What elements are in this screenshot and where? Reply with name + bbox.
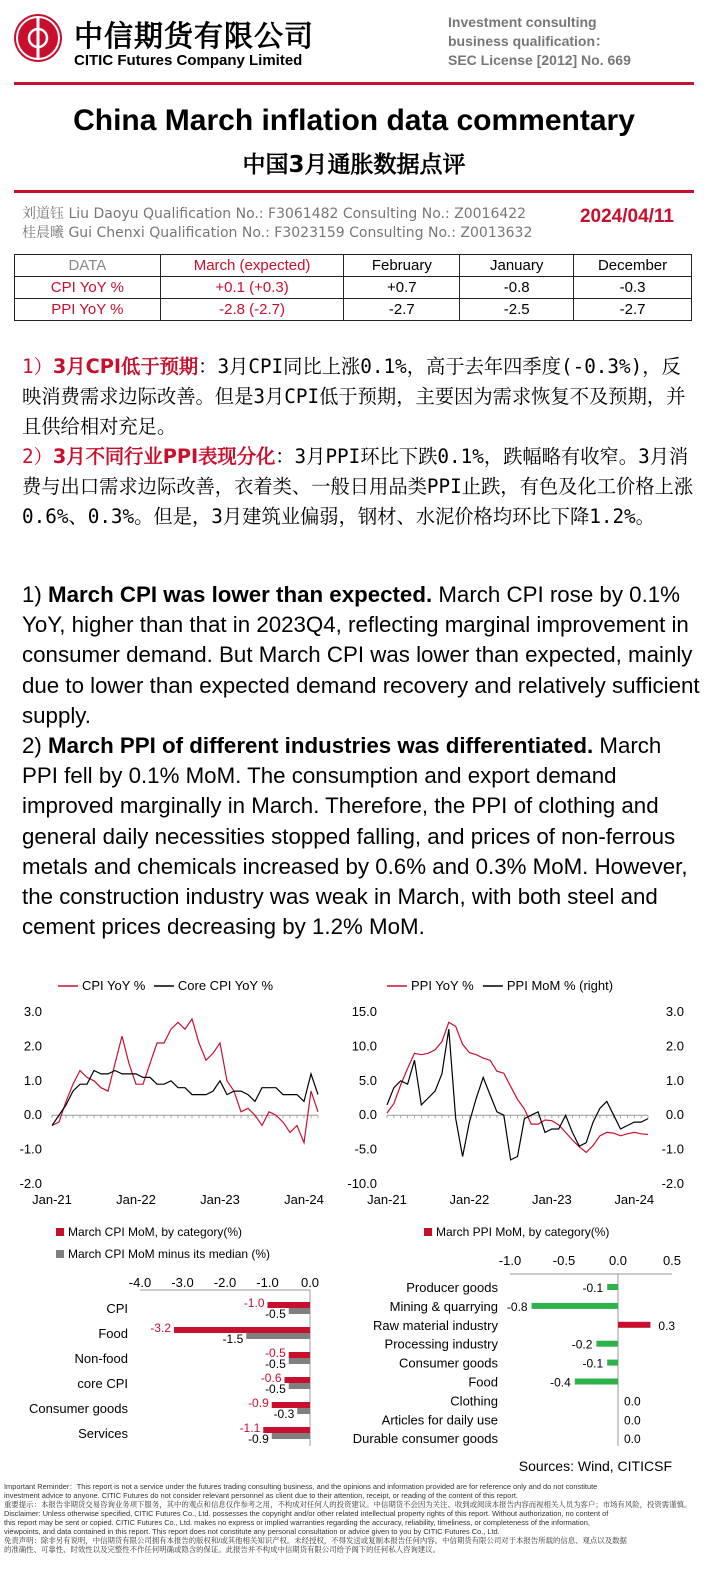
report-date: 2024/04/11: [579, 206, 674, 227]
data-label: 0.3: [658, 1318, 676, 1333]
y-right-tick-label: -2.0: [661, 1176, 684, 1191]
cn-point-body: ：3月CPI同比上涨0.1%，高于去年四季度(-0.3%)，反映消费需求边际改善。但是3月CPI低于预期，主要因为需求恢复不及预期，并且供给相对充足。: [22, 355, 686, 438]
table-header-cell: December: [574, 255, 692, 277]
cn-point-heading: 3月CPI低于预期: [52, 355, 199, 378]
citic-logo-icon: [14, 14, 62, 62]
header-divider: [14, 82, 694, 85]
legend-label: March CPI MoM minus its median (%): [68, 1247, 271, 1261]
table-cell: CPI YoY %: [15, 277, 161, 299]
x-tick-label: Jan-22: [116, 1192, 156, 1207]
table-row: [15, 277, 692, 299]
data-label: -0.9: [248, 1396, 269, 1410]
x-tick-label: 0.5: [662, 1253, 682, 1268]
y-right-tick-label: 0.0: [665, 1107, 684, 1123]
footer-note: Important Reminder：This report is not a service under the futures trading consulting business, and the opinions and information provided are for reference only and do not constitute: [4, 1482, 598, 1491]
data-label: -0.1: [582, 1281, 604, 1295]
cn-point-number: 1）: [22, 355, 53, 378]
table-header-cell: January: [460, 255, 574, 277]
en-point-heading: March PPI of different industries was differentiated.: [48, 733, 594, 759]
ppi-line-chart: [345, 972, 708, 1212]
y-right-tick-label: 2.0: [665, 1038, 684, 1054]
data-label: -0.5: [265, 1307, 286, 1321]
data-label: -0.2: [571, 1337, 593, 1352]
series-line: [387, 1029, 648, 1160]
en-point-body: March PPI fell by 0.1% MoM. The consumption and export demand improved marginally in March. Therefore, the PPI of clothing and general daily necessities stopped falling, and prices of non-ferrous metals and chemicals increased by 0.6% and 0.3% MoM. However, the construction industry was weak in March, with both steel and cement prices decreasing by 1.2% MoM.: [22, 733, 688, 940]
ppi-mom-bar: [607, 1360, 618, 1366]
x-tick-label: Jan-23: [531, 1192, 572, 1207]
legend-swatch: [56, 1250, 64, 1258]
license-line: business qualification：: [448, 33, 610, 49]
x-tick-label: 0.0: [300, 1275, 320, 1290]
x-tick-label: -0.5: [552, 1253, 576, 1268]
y-tick-label: 10.0: [351, 1038, 377, 1054]
cpi-mom-minus-median-bar: [297, 1408, 310, 1414]
license-line: SEC License [2012] No. 669: [448, 52, 631, 68]
cn-point-heading: 3月不同行业PPI表现分化: [52, 445, 276, 468]
data-label: -0.9: [248, 1432, 269, 1446]
category-label: Producer goods: [406, 1280, 498, 1295]
data-label: -0.5: [265, 1346, 286, 1360]
y-tick-label: -10.0: [347, 1176, 377, 1191]
legend-swatch: [424, 1228, 432, 1236]
data-label: 0.0: [624, 1394, 641, 1409]
footer-note: viewpoints, and data contained in this report. This report does not constitute any personal consultation or advice given to you by CITIC Futures Co., Ltd.: [4, 1527, 500, 1536]
category-label: CPI: [106, 1301, 128, 1316]
cpi-mom-minus-median-bar: [289, 1383, 310, 1389]
category-label: Articles for daily use: [381, 1412, 498, 1428]
x-tick-label: -2.0: [213, 1275, 237, 1290]
license-info: [448, 13, 678, 70]
category-label: Processing industry: [384, 1336, 498, 1352]
inflation-data-table: [14, 254, 692, 321]
y-tick-label: 0.0: [23, 1107, 42, 1123]
x-tick-label: 0.0: [608, 1253, 628, 1268]
x-tick-label: Jan-24: [614, 1192, 655, 1207]
category-label: Consumer goods: [29, 1401, 128, 1416]
company-name-cn: 中信期货有限公司: [74, 19, 315, 53]
y-tick-label: -2.0: [19, 1176, 42, 1191]
x-tick-label: Jan-24: [284, 1192, 324, 1207]
cpi-line-chart: [0, 972, 345, 1212]
cpi-mom-bar: [289, 1352, 310, 1358]
sources-note: Sources: Wind, CITICSF: [518, 1458, 672, 1474]
footer-note: Disclaimer: Unless otherwise specified, CITIC Futures Co., Ltd. possesses the copyright and/or other related intellectual property rights of this report. Without authorization, no content of: [4, 1509, 609, 1518]
analyst-line: 刘道钰 Liu Daoyu Qualification No.: F3061482 Consulting No.: Z0016422: [22, 206, 527, 222]
data-label: -0.8: [506, 1299, 528, 1314]
data-label: -0.6: [260, 1371, 282, 1385]
legend-swatch: [56, 1228, 64, 1236]
legend-label: CPI YoY %: [82, 978, 146, 993]
en-point-heading: March CPI was lower than expected.: [48, 582, 433, 607]
cpi-mom-bar: [263, 1427, 310, 1433]
ppi-mom-bar: [596, 1341, 618, 1347]
category-label: Mining & quarrying: [389, 1298, 498, 1314]
data-label: -0.4: [550, 1375, 571, 1390]
category-label: Consumer goods: [399, 1355, 498, 1371]
y-tick-label: -5.0: [354, 1141, 377, 1157]
data-label: -3.2: [150, 1321, 171, 1335]
y-tick-label: 1.0: [23, 1072, 42, 1088]
x-tick-label: Jan-21: [367, 1192, 407, 1207]
data-label: 0.0: [624, 1432, 641, 1447]
table-cell: -2.7: [344, 299, 460, 321]
table-cell: -0.3: [574, 277, 692, 299]
ppi-mom-bar: [575, 1379, 618, 1385]
ppi-mom-bar: [618, 1322, 650, 1328]
cpi-category-bar-chart: [0, 1218, 345, 1450]
commentary-en: [22, 580, 702, 942]
y-tick-label: 3.0: [23, 1004, 42, 1019]
table-header-cell: DATA: [15, 255, 161, 277]
table-cell: -2.5: [460, 299, 574, 321]
analyst-line: 桂晨曦 Gui Chenxi Qualification No.: F3023159 Consulting No.: Z0013632: [22, 225, 533, 241]
data-label: -1.0: [243, 1296, 265, 1310]
footer-note: 重要提示：本报告非期货交易咨询业务项下服务，其中的观点和信息仅作参考之用，不构成对任何人的投资建议。中信期货不会因为关注、收到或阅读本报告内容而视相关人员为客户；市场有风险，投资需谨慎。: [4, 1500, 692, 1509]
data-label: -0.5: [265, 1382, 286, 1396]
cpi-mom-minus-median-bar: [289, 1308, 310, 1314]
x-tick-label: -1.0: [498, 1253, 522, 1268]
table-header-cell: March (expected): [160, 255, 344, 277]
legend-label: PPI MoM % (right): [506, 978, 614, 993]
table-cell: -2.7: [574, 299, 692, 321]
legend-label: PPI YoY %: [411, 978, 474, 993]
ppi-mom-bar: [532, 1303, 618, 1309]
category-label: Durable consumer goods: [352, 1431, 498, 1447]
series-line: [52, 1019, 318, 1143]
company-name-en: CITIC Futures Company Limited: [74, 52, 303, 69]
table-cell: -0.8: [460, 277, 574, 299]
y-right-tick-label: -1.0: [661, 1141, 684, 1157]
table-row: [15, 299, 692, 321]
category-label: Clothing: [450, 1393, 498, 1409]
y-right-tick-label: 3.0: [665, 1004, 684, 1019]
y-tick-label: 5.0: [358, 1072, 377, 1088]
data-label: -1.1: [239, 1421, 261, 1435]
footer-note: 免责声明：除非另有说明，中信期货有限公司拥有本报告的版权和/或其他相关知识产权。未经授权，不得发送或复制本报告任何内容。中信期货有限公司对于本报告所载的信息、观点以及数据: [4, 1536, 627, 1545]
title-divider: [14, 190, 694, 193]
en-point-number: 2): [22, 733, 49, 759]
y-tick-label: -1.0: [19, 1141, 42, 1157]
table-cell: +0.1 (+0.3): [160, 277, 344, 299]
category-label: Raw material industry: [373, 1317, 498, 1333]
en-point-number: 1): [22, 582, 49, 607]
category-label: Non-food: [74, 1351, 128, 1366]
y-tick-label: 0.0: [358, 1107, 377, 1123]
en-point-body: March CPI rose by 0.1% YoY, higher than that in 2023Q4, reflecting marginal improvement in consumer demand. But March CPI was lower than expected, mainly due to lower than expected demand recovery and relatively sufficient supply.: [22, 582, 700, 728]
x-tick-label: -3.0: [171, 1275, 194, 1290]
cn-point-body: ：3月PPI环比下跌0.1%，跌幅略有收窄。3月消费与出口需求边际改善，衣着类、一般日用品类PPI止跌，有色及化工价格上涨0.6%、0.3%。但是，3月建筑业偏弱，钢材、水泥价格均环比下降1.2%。: [22, 445, 694, 528]
x-tick-label: Jan-23: [200, 1192, 240, 1207]
cn-point-number: 2）: [22, 445, 53, 468]
cpi-mom-minus-median-bar: [246, 1333, 310, 1339]
cpi-mom-minus-median-bar: [289, 1358, 310, 1364]
table-cell: PPI YoY %: [15, 299, 161, 321]
x-tick-label: -4.0: [128, 1275, 152, 1290]
y-tick-label: 2.0: [23, 1038, 42, 1054]
commentary-cn: [22, 352, 694, 532]
data-label: -1.5: [222, 1332, 244, 1346]
y-tick-label: 15.0: [351, 1004, 377, 1019]
data-label: 0.0: [624, 1413, 641, 1428]
cpi-mom-minus-median-bar: [272, 1433, 310, 1439]
category-label: Food: [468, 1374, 498, 1390]
table-cell: -2.8 (-2.7): [160, 299, 344, 321]
y-right-tick-label: 1.0: [665, 1072, 684, 1088]
series-line: [387, 1022, 648, 1152]
category-label: Services: [78, 1426, 128, 1441]
page-title-cn: 中国3月通胀数据点评: [242, 152, 466, 178]
data-label: -0.3: [273, 1407, 295, 1421]
license-line: Investment consulting: [448, 14, 597, 30]
category-label: Food: [98, 1326, 128, 1341]
footer-note: 的准确性、可靠性、时效性以及完整性不作任何明确或隐含的保证。此报告并不构成中信期货有限公司给予阁下的任何私人咨询建议。: [4, 1545, 441, 1554]
cpi-mom-bar: [285, 1377, 311, 1383]
x-tick-label: Jan-21: [32, 1192, 72, 1207]
footer-note: this report may be sent or copied. CITIC Futures Co., Ltd. makes no express or implied warranties regarding the accuracy, reliability, timeliness, or completeness of the information,: [4, 1518, 590, 1527]
legend-label: March CPI MoM, by category(%): [68, 1225, 243, 1239]
category-label: core CPI: [77, 1376, 128, 1391]
data-label: -0.1: [582, 1356, 604, 1371]
table-header-cell: February: [344, 255, 460, 277]
x-tick-label: Jan-22: [449, 1192, 490, 1207]
legend-label: Core CPI YoY %: [177, 978, 274, 993]
footer-note: investment advice to anyone. CITIC Futures do not consider relevant personnel as client due to their attention, receipt, or reading of the content of this report.: [4, 1491, 518, 1500]
data-label: -0.5: [265, 1357, 286, 1371]
page-title: China March inflation data commentary: [73, 104, 635, 137]
x-tick-label: -1.0: [256, 1275, 279, 1290]
ppi-category-bar-chart: [345, 1218, 708, 1450]
legend-label: March PPI MoM, by category(%): [436, 1225, 610, 1239]
table-header-row: [15, 255, 692, 277]
table-cell: +0.7: [344, 277, 460, 299]
ppi-mom-bar: [607, 1284, 618, 1290]
